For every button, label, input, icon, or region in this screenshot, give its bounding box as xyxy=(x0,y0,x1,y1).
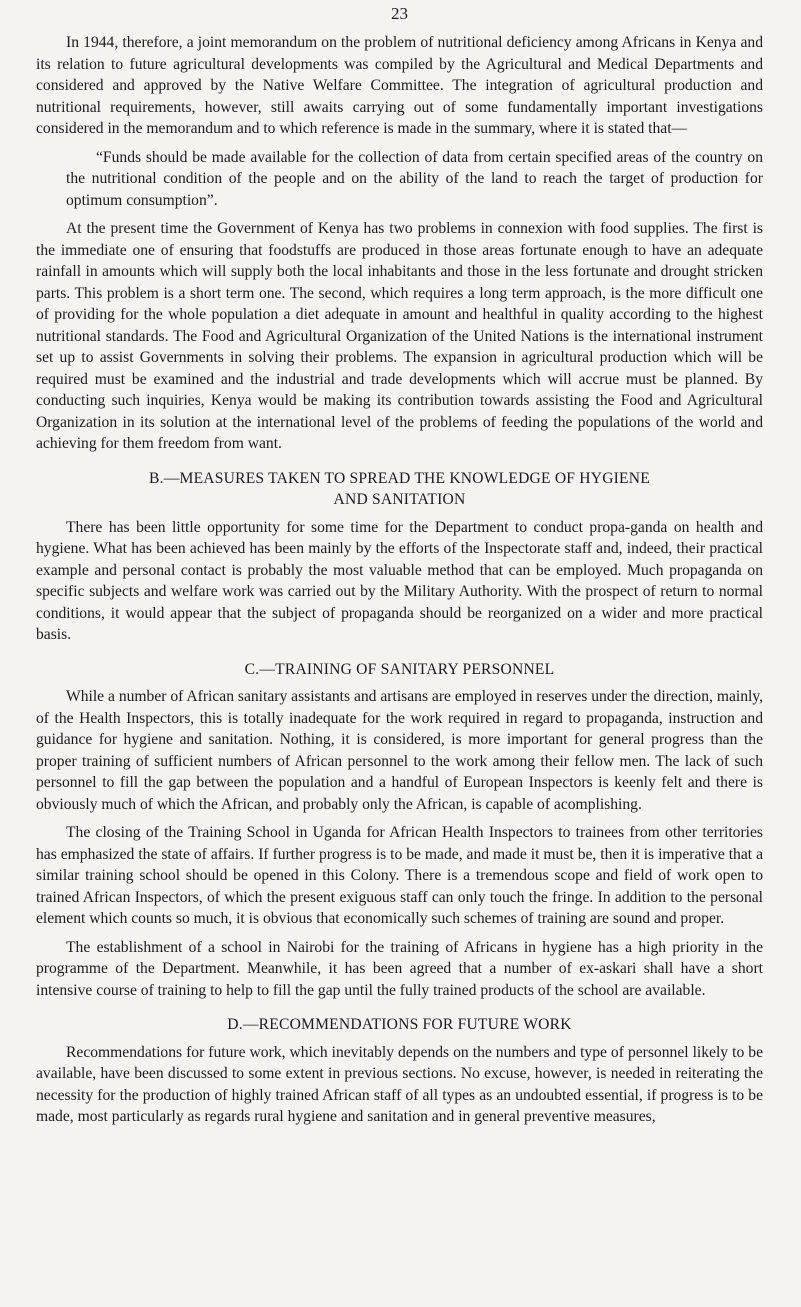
paragraph-sanitary-assistants: While a number of African sanitary assistants and artisans are employed in reserves under the direction, mainly, of the Health Inspectors, this is totally inadequate for the work required in regard to propaganda, instruction and guidance for hygiene and sanitation. Nothing, it is considered, is more important for general progress than the proper training of sufficient numbers of African personnel to the work among their fellow men. The lack of such personnel to fill the gap between the population and a handful of European Inspectors is keenly felt and there is obviously much of which the African, and probably only the African, is capable of acomplishing. xyxy=(36,688,764,813)
section-heading-hygiene xyxy=(36,468,763,511)
section-heading-hygiene-line2: AND SANITATION xyxy=(333,491,466,508)
paragraph-food-supplies: At the present time the Government of Kenya has two problems in connexion with food supplies. The first is the immediate one of ensuring that foodstuffs are produced in those areas fortunate enough to have an adequate rainfall in amounts which will supply both the local inhabitants and those in the less fortunate and drought stricken parts. This problem is a short term one. The second, which requires a long term approach, is the more difficult one of providing for the whole population a diet adequate in amount and healthful in quality according to the highest nutritional standards. The Food and Agricultural Organization of the United Nations is the international instrument set up to assist Governments in solving their problems. The expansion in agricultural production which will be required must be examined and the industrial and trade developments which will accrue must be planned. By conducting such inquiries, Kenya would be making its contribution towards assisting the Food and Agricultural Organization in its solution at the international level of the problems of feeding the populations of the world and achieving for them freedom from want. xyxy=(36,220,763,452)
section-heading-hygiene-line1: B.—MEASURES TAKEN TO SPREAD THE KNOWLEDGE OF HYGIENE xyxy=(149,469,650,487)
section-heading-recommendations: D.—RECOMMENDATIONS FOR FUTURE WORK xyxy=(227,1016,572,1033)
paragraph-memorandum: In 1944, therefore, a joint memorandum on the problem of nutritional deficiency among Africans in Kenya and its relation to future agricultural developments was compiled by the Agricultural and Medical Departments and considered and approved by the Native Welfare Committee. The integration of agricultural production and nutritional requirements, however, still awaits carrying out of some fundamentally important investigations considered in the memorandum and to which reference is made in the summary, where it is stated that— xyxy=(36,34,763,137)
paragraph-training-school: The closing of the Training School in Uganda for African Health Inspectors to trainees from other territories has emphasized the state of affairs. If further progress is to be made, and made it must be, then it is imperative that a similar training school should be opened in this Colony. There is a tremendous scope and field of work open to trained African Inspectors, of which the present exiguous staff can only touch the fringe. In addition to the personal element which counts so much, it is obvious that economically such schemes of training are sound and proper. xyxy=(36,824,763,927)
section-heading-training: C.—TRAINING OF SANITARY PERSONNEL xyxy=(244,660,555,678)
quoted-passage: “Funds should be made available for the collection of data from certain specified areas of the country on the nutritional condition of the people and on the ability of the land to reach the target of production for optimum consumption”. xyxy=(66,148,763,209)
paragraph-nairobi-school: The establishment of a school in Nairobi for the training of Africans in hygiene has a high priority in the programme of the Department. Meanwhile, it has been agreed that a number of ex-askari shall have a short intensive course of training to help to fill the gap until the fully trained products of the school are available. xyxy=(36,938,763,999)
paragraph-propaganda: There has been little opportunity for some time for the Department to conduct propa-ganda on health and hygiene. What has been achieved has been mainly by the efforts of the Inspectorate staff and, indeed, their practical example and personal contact is probably the most valuable method that can be employed. Much propaganda on specific subjects and welfare work was carried out by the Military Authority. With the prospect of return to normal conditions, it would appear that the subject of propaganda should be reorganized on a wider and more practical basis. xyxy=(36,518,763,643)
page-number: 23 xyxy=(391,4,408,23)
paragraph-recommendations: Recommendations for future work, which inevitably depends on the numbers and type of personnel likely to be available, have been discussed to some extent in previous sections. No excuse, however, is needed in reiterating the necessity for the production of highly trained African staff of all types as an undoubted essential, if progress is to be made, most particularly as regards rural hygiene and sanitation and in general preventive measures, xyxy=(36,1043,763,1125)
